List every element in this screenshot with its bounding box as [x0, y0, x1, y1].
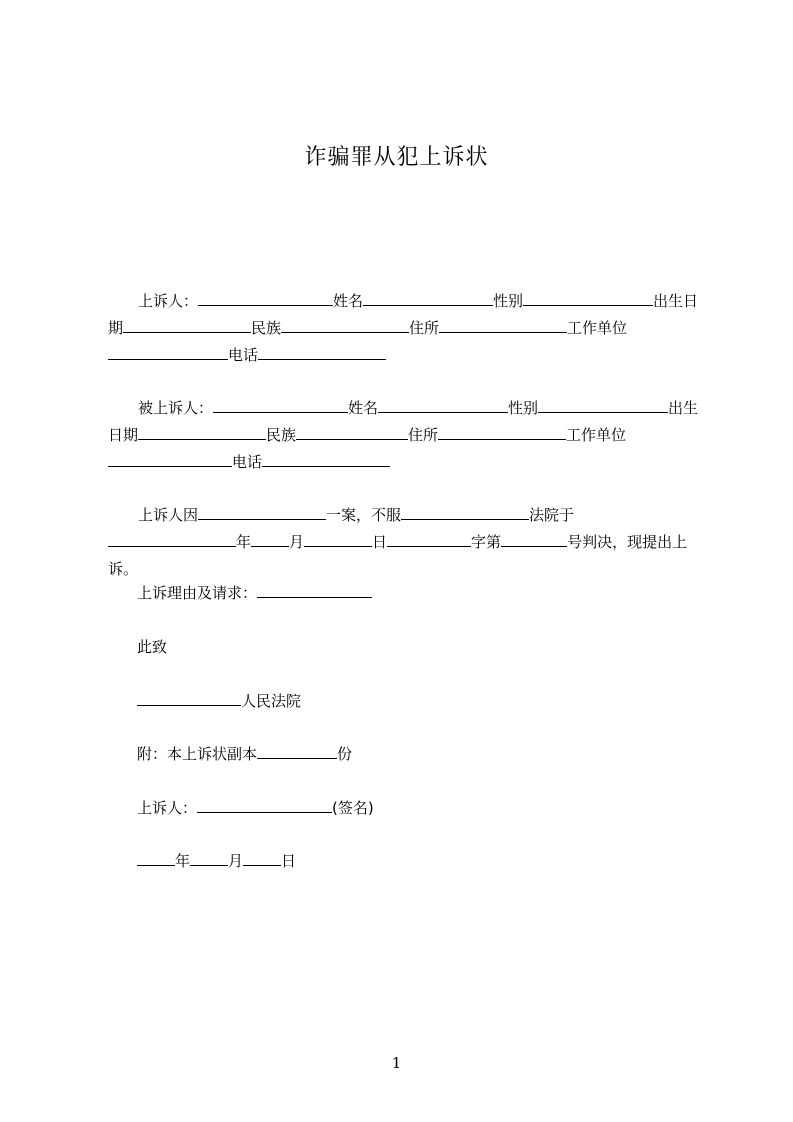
employer-label: 工作单位 — [567, 319, 628, 337]
document-title: 诈骗罪从犯上诉状 — [304, 145, 489, 170]
blank-line[interactable] — [198, 290, 333, 306]
grounds-label: 上诉理由及请求： — [137, 584, 258, 602]
case-number-label: 字第 — [471, 533, 502, 551]
reason-text: 上诉人因 — [138, 506, 199, 524]
court-label: 人民法院 — [241, 692, 302, 710]
blank-line[interactable] — [251, 531, 289, 547]
blank-line[interactable] — [213, 397, 348, 413]
appellant-paragraph — [108, 288, 700, 369]
blank-line[interactable] — [363, 290, 493, 306]
birth-label: 出生日期 — [108, 399, 699, 444]
day-label: 日 — [372, 533, 388, 551]
court-line — [137, 688, 301, 715]
name-label: 姓名 — [333, 292, 364, 310]
ethnicity-label: 民族 — [266, 426, 297, 444]
reason-text: 一案，不服 — [326, 506, 402, 524]
blank-line[interactable] — [523, 290, 653, 306]
blank-line[interactable] — [387, 531, 471, 547]
blank-line[interactable] — [243, 850, 281, 866]
address-label: 住所 — [409, 319, 440, 337]
blank-line[interactable] — [401, 504, 529, 520]
blank-line[interactable] — [108, 531, 236, 547]
gender-label: 性别 — [508, 399, 539, 417]
signature-suffix: (签名) — [332, 799, 374, 817]
year-label: 年 — [175, 852, 191, 870]
blank-line[interactable] — [538, 397, 668, 413]
employer-label: 工作单位 — [566, 426, 627, 444]
attachment-label: 附：本上诉状副本 — [137, 745, 258, 763]
blank-line[interactable] — [257, 582, 372, 598]
appellee-label: 被上诉人： — [138, 399, 214, 417]
day-label: 日 — [281, 852, 297, 870]
date-line — [137, 848, 296, 875]
blank-line[interactable] — [108, 344, 228, 360]
reason-text: 号判决，现提出上诉。 — [108, 533, 688, 578]
blank-line[interactable] — [439, 317, 567, 333]
blank-line[interactable] — [257, 743, 337, 759]
blank-line[interactable] — [123, 317, 251, 333]
grounds-line — [137, 580, 372, 607]
blank-line[interactable] — [138, 424, 266, 440]
appeal-reason-paragraph — [108, 502, 700, 583]
blank-line[interactable] — [137, 690, 241, 706]
blank-line[interactable] — [378, 397, 508, 413]
blank-line[interactable] — [108, 451, 232, 467]
month-label: 月 — [228, 852, 244, 870]
year-label: 年 — [236, 533, 252, 551]
blank-line[interactable] — [190, 850, 228, 866]
blank-line[interactable] — [304, 531, 372, 547]
blank-line[interactable] — [438, 424, 566, 440]
birth-label: 出生日期 — [108, 292, 699, 337]
blank-line[interactable] — [197, 797, 332, 813]
copies-label: 份 — [337, 745, 353, 763]
blank-line[interactable] — [258, 344, 386, 360]
appellee-paragraph — [108, 395, 700, 476]
blank-line[interactable] — [137, 850, 175, 866]
signature-label: 上诉人： — [137, 799, 198, 817]
blank-line[interactable] — [296, 424, 408, 440]
attachment-line — [137, 741, 352, 768]
appellant-label: 上诉人： — [138, 292, 199, 310]
page-number: 1 — [391, 1054, 402, 1072]
blank-line[interactable] — [198, 504, 326, 520]
gender-label: 性别 — [493, 292, 524, 310]
address-label: 住所 — [408, 426, 439, 444]
phone-label: 电话 — [228, 346, 259, 364]
month-label: 月 — [289, 533, 305, 551]
blank-line[interactable] — [281, 317, 409, 333]
blank-line[interactable] — [262, 451, 390, 467]
name-label: 姓名 — [348, 399, 379, 417]
phone-label: 电话 — [232, 453, 263, 471]
reason-text: 法院于 — [529, 506, 575, 524]
ethnicity-label: 民族 — [251, 319, 282, 337]
salutation: 此致 — [137, 638, 168, 656]
blank-line[interactable] — [501, 531, 567, 547]
signature-line — [137, 795, 374, 822]
